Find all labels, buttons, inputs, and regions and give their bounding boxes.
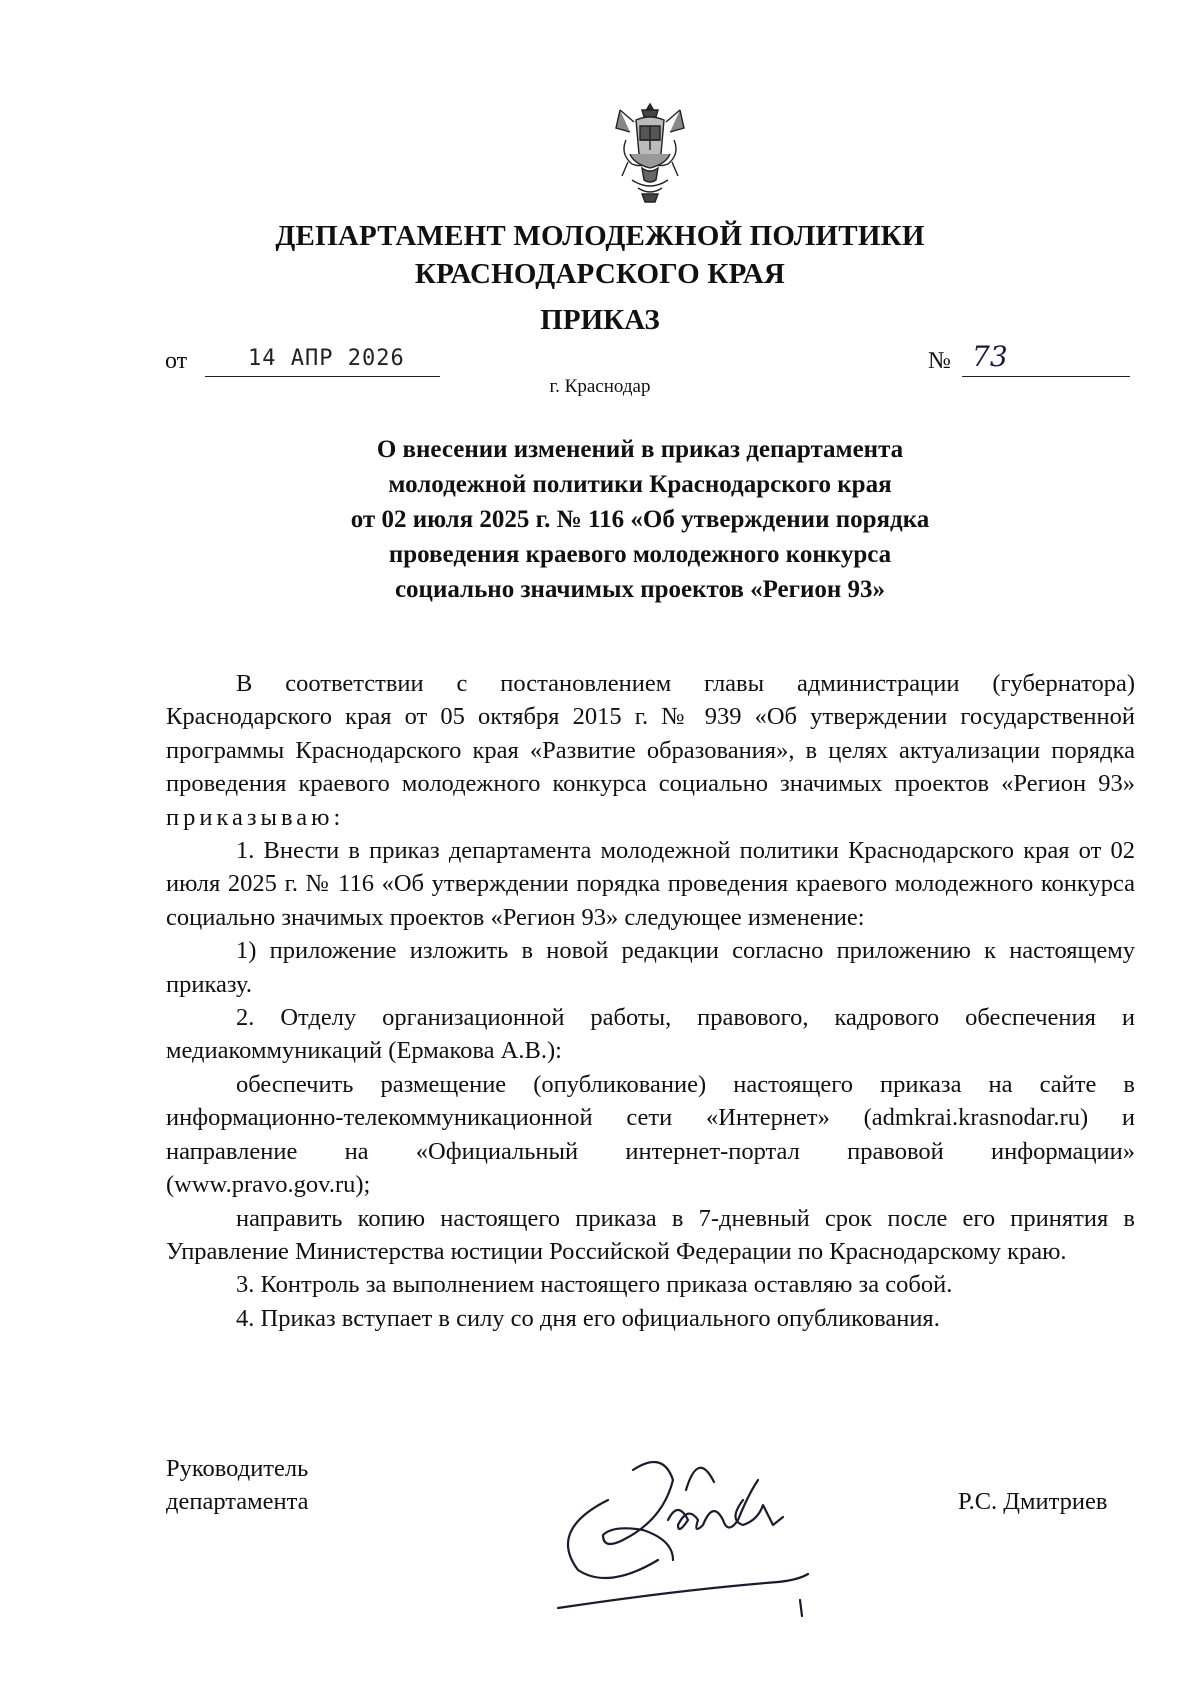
coat-of-arms-emblem [612,100,688,210]
item-2-copy: направить копию настоящего приказа в 7-дневный срок после его принятия в Управление Министерства юстиции Российской Федерации по Краснодарскому краю. [166,1204,1135,1265]
document-type: ПРИКАЗ [540,304,660,336]
order-word: приказываю: [166,803,345,831]
signatory-name: Р.С. Дмитриев [958,1488,1108,1515]
item-3: 3. Контроль за выполнением настоящего приказа оставляю за собой. [236,1271,953,1299]
date-prefix: от [165,348,188,374]
item-4: 4. Приказ вступает в силу со дня его официального опубликования. [236,1304,940,1332]
item-2-publication: обеспечить размещение (опубликование) настоящего приказа на сайте в информационно-телекоммуникационной сети «Интернет» (admkrai.krasnodar.ru) и направление на «Официальный интернет-портал правовой информации» (www.pravo.gov.ru); [166,1070,1135,1199]
title-line: проведения краевого молодежного конкурса [388,541,892,568]
preamble-paragraph [166,667,1135,834]
title-line: молодежной политики Краснодарского края [388,471,892,498]
org-name-line2: КРАСНОДАРСКОГО КРАЯ [414,258,786,290]
date-stamp: 14 АПР 2026 [248,346,405,371]
item-2: 2. Отделу организационной работы, правового, кадрового обеспечения и медиакоммуникаций (Ермакова А.В.): [166,1004,1135,1065]
handwritten-number: 73 [972,340,1008,373]
position-line2: департамента [166,1488,309,1515]
handwritten-signature [538,1440,858,1620]
city: г. Краснодар [549,376,651,397]
org-name-line1: ДЕПАРТАМЕНТ МОЛОДЕЖНОЙ ПОЛИТИКИ [275,220,925,252]
item-1: 1. Внести в приказ департамента молодежной политики Краснодарского края от 02 июля 2025 г. № 116 «Об утверждении порядка проведения краевого молодежного конкурса социально значимых проектов «Регион 93» следующее изменение: [166,837,1135,931]
number-prefix: № [928,348,951,374]
document-title [300,432,980,607]
title-line: О внесении изменений в приказ департамента [376,436,904,463]
title-line: социально значимых проектов «Регион 93» [394,576,886,603]
title-line: от 02 июля 2025 г. № 116 «Об утверждении порядка [350,506,930,533]
position-line1: Руководитель [166,1455,309,1482]
preamble-text: В соответствии с постановлением главы администрации (губернатора) Краснодарского края от 05 октября 2015 г. № 939 «Об утверждении государственной программы Краснодарского края «Развитие образования», в целях актуализации порядка проведения краевого молодежного конкурса социально значимых проектов «Регион 93» [166,670,1135,798]
document-body [166,667,1135,1335]
item-1-subitem-1: 1) приложение изложить в новой редакции согласно приложению к настоящему приказу. [166,937,1135,998]
signatory-position [166,1452,309,1518]
